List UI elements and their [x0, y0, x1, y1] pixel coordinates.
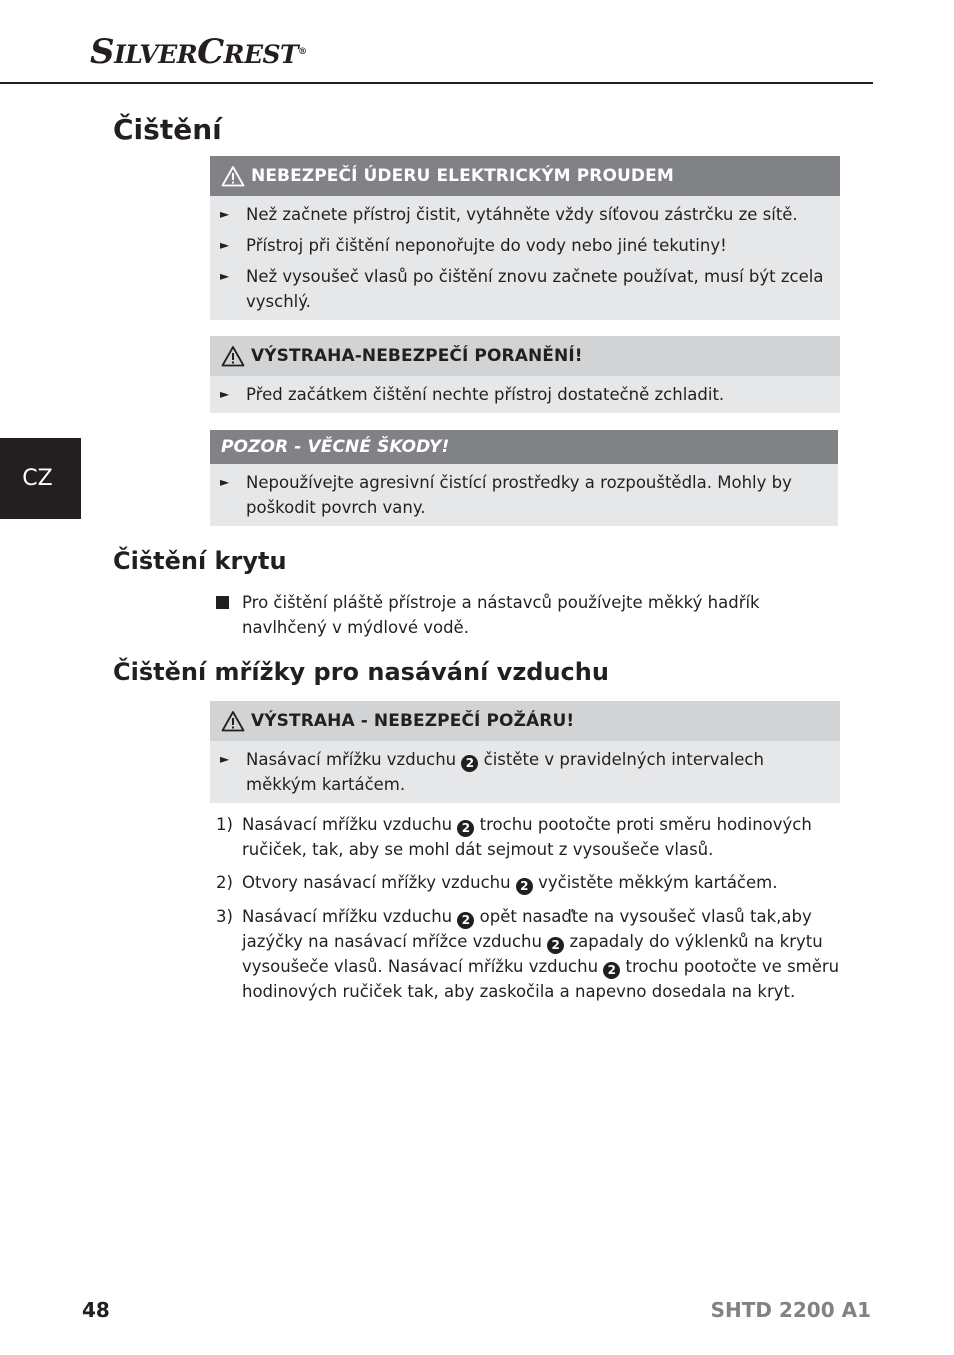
reference-number-icon: 2 — [461, 755, 478, 772]
step-1: 1) Nasávací mřížku vzduchu 2 trochu pootočte proti směru hodinových ručiček, tak, aby se mohl dát sejmout z vysoušeče vlasů. — [216, 815, 812, 859]
reference-number-icon: 2 — [547, 937, 564, 954]
arrow-bullet-icon: ► — [220, 269, 230, 283]
warning-triangle-icon — [221, 710, 245, 732]
page-number: 48 — [82, 1298, 110, 1322]
section-heading-grille: Čištění mřížky pro nasávání vzduchu — [113, 658, 609, 686]
warning-triangle-icon — [221, 165, 245, 187]
language-tab: CZ — [0, 438, 81, 519]
reference-number-icon: 2 — [603, 962, 620, 979]
fire-warning-box — [210, 701, 840, 803]
square-bullet-icon — [216, 590, 242, 640]
list-item: ► Přístroj při čištění neponořujte do vody nebo jiné tekutiny! — [220, 233, 826, 258]
damage-caution-heading: POZOR - VĚCNÉ ŠKODY! — [221, 437, 450, 457]
arrow-bullet-icon: ► — [220, 207, 230, 221]
injury-warning-header — [210, 336, 840, 376]
arrow-bullet-icon: ► — [220, 238, 230, 252]
warning-triangle-icon — [221, 345, 245, 367]
electric-warning-heading: NEBEZPEČÍ ÚDERU ELEKTRICKÝM PROUDEM — [251, 166, 674, 186]
reference-number-icon: 2 — [457, 912, 474, 929]
list-item: ► Nepoužívejte agresivní čistící prostředky a rozpouštědla. Mohly by poškodit povrch vany. — [220, 470, 824, 520]
brand-logo: SILVERCREST® — [90, 32, 307, 72]
model-number: SHTD 2200 A1 — [710, 1298, 871, 1322]
fire-warning-header — [210, 701, 840, 741]
injury-warning-box — [210, 336, 840, 413]
arrow-bullet-icon: ► — [220, 752, 230, 766]
damage-caution-box — [210, 430, 838, 526]
list-item: ► Než vysoušeč vlasů po čištění znovu začnete používat, musí být zcela vyschlý. — [220, 264, 826, 314]
electric-warning-header — [210, 156, 840, 196]
list-item: ► Před začátkem čištění nechte přístroj dostatečně zchladit. — [220, 382, 826, 407]
section-heading-housing: Čištění krytu — [113, 547, 287, 575]
reference-number-icon: 2 — [457, 820, 474, 837]
list-item: ► Nasávací mřížku vzduchu 2 čistěte v pravidelných intervalech měkkým kartáčem. — [220, 747, 826, 797]
injury-warning-heading: VÝSTRAHA-NEBEZPEČÍ PORANĚNÍ! — [251, 346, 583, 366]
step-3: 3) Nasávací mřížku vzduchu 2 opět nasaďte na vysoušeč vlasů tak,aby jazýčky na nasávací mřížce vzduchu 2 zapadaly do výklenků na krytu vysoušeče vlasů. Nasávací mřížku vzduchu 2 trochu pootočte ve směru hodinových ručiček tak, aby zaskočila a napevno dosedala na kryt. — [216, 907, 840, 1001]
step-2: 2) Otvory nasávací mřížky vzduchu 2 vyčistěte měkkým kartáčem. — [216, 873, 778, 893]
damage-caution-header — [210, 430, 838, 464]
arrow-bullet-icon: ► — [220, 475, 230, 489]
electric-warning-box — [210, 156, 840, 320]
arrow-bullet-icon: ► — [220, 387, 230, 401]
reference-number-icon: 2 — [516, 878, 533, 895]
fire-warning-heading: VÝSTRAHA - NEBEZPEČÍ POŽÁRU! — [251, 711, 575, 731]
housing-instruction: Pro čištění pláště přístroje a nástavců používejte měkký hadřík navlhčený v mýdlové vodě. — [216, 590, 841, 640]
header-rule — [0, 82, 873, 84]
page-title: Čištění — [113, 113, 222, 146]
list-item: ► Než začnete přístroj čistit, vytáhněte vždy síťovou zástrčku ze sítě. — [220, 202, 826, 227]
